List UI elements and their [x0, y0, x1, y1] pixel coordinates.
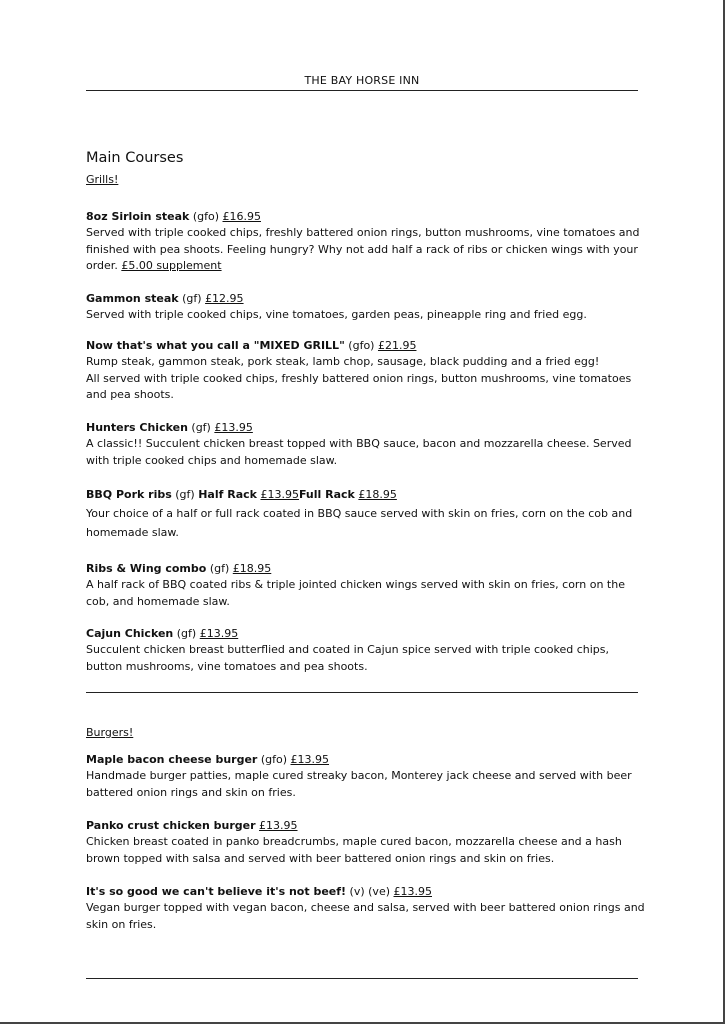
item-tag: (gf) [182, 292, 202, 305]
item-description: Served with triple cooked chips, freshly battered onion rings, button mushrooms, vine tomatoes and finished with pea shoots. Feeling hungry? Why not add half a rack of ribs or chicken wings with your order. [86, 226, 640, 273]
header-divider [86, 90, 638, 91]
item-name: Gammon steak [86, 292, 179, 305]
menu-item-maple-bacon-burger [86, 752, 646, 801]
item-price: £13.95 [214, 421, 253, 434]
item-tag: (gf) [175, 488, 195, 501]
item-tag: (gf) [191, 421, 211, 434]
half-rack-price: £13.95 [260, 488, 299, 501]
item-price: £13.95 [199, 627, 239, 640]
footer-divider [86, 978, 638, 979]
item-price: £13.95 [290, 753, 330, 766]
burgers-subheading: Burgers! [86, 726, 134, 739]
item-price: £16.95 [222, 210, 261, 223]
item-tag: (v) (ve) [349, 885, 390, 898]
item-description-extra: All served with triple cooked chips, freshly battered onion rings, button mushrooms, vine tomatoes and pea shoots. [86, 371, 632, 402]
item-price: £13.95 [259, 819, 298, 832]
menu-item-mixed-grill [86, 338, 646, 404]
item-name: BBQ Pork ribs [86, 488, 172, 501]
item-tag: (gfo) [260, 753, 288, 766]
item-description: Served with triple cooked chips, vine tomatoes, garden peas, pineapple ring and fried egg. [86, 308, 587, 322]
page-header: THE BAY HORSE INN [304, 74, 420, 87]
item-description: Rump steak, gammon steak, pork steak, lamb chop, sausage, black pudding and a fried egg! [86, 355, 600, 369]
menu-item-cajun-chicken [86, 626, 646, 675]
item-name: 8oz Sirloin steak [86, 210, 190, 223]
item-supplement: £5.00 supplement [121, 259, 222, 273]
menu-item-bbq-pork-ribs [86, 485, 646, 542]
item-tag: (gf) [209, 562, 230, 575]
menu-item-sirloin-steak [86, 209, 646, 275]
item-description: Vegan burger topped with vegan bacon, cheese and salsa, served with beer battered onion rings and skin on fries. [86, 901, 645, 931]
item-price: £21.95 [377, 339, 417, 352]
item-description: Succulent chicken breast butterflied and coated in Cajun spice served with triple cooked chips, button mushrooms, vine tomatoes and pea shoots. [86, 643, 609, 673]
item-tag: (gfo) [348, 339, 375, 352]
full-rack-price: £18.95 [358, 488, 397, 501]
section-divider [86, 692, 638, 693]
grills-subheading: Grills! [86, 173, 119, 186]
item-tag: (gfo) [192, 210, 219, 223]
item-price: £12.95 [205, 292, 244, 305]
item-description: Handmade burger patties, maple cured streaky bacon, Monterey jack cheese and served with beer battered onion rings and skin on fries. [86, 769, 632, 799]
item-tag: (gf) [176, 627, 197, 640]
full-rack-label: Full Rack [298, 488, 355, 501]
item-description: A half rack of BBQ coated ribs & triple jointed chicken wings served with skin on fries, corn on the cob, and homemade slaw. [86, 578, 625, 608]
item-description: Your choice of a half or full rack coated in BBQ sauce served with skin on fries, corn on the cob and homemade slaw. [86, 507, 633, 539]
menu-item-vegan-burger [86, 884, 646, 933]
item-name: It's so good we can't believe it's not beef! [86, 885, 347, 898]
item-name: Panko crust chicken burger [86, 819, 256, 832]
item-description: Chicken breast coated in panko breadcrumbs, maple cured bacon, mozzarella cheese and a hash brown topped with salsa and served with beer battered onion rings and skin on fries. [86, 835, 622, 865]
menu-item-panko-chicken-burger [86, 818, 646, 867]
menu-item-gammon-steak [86, 291, 646, 324]
item-price: £13.95 [393, 885, 432, 898]
item-description: A classic!! Succulent chicken breast topped with BBQ sauce, bacon and mozzarella cheese. Served with triple cooked chips and homemade slaw. [86, 437, 632, 467]
section-heading: Main Courses [86, 150, 184, 166]
half-rack-label: Half Rack [198, 488, 257, 501]
item-name: Maple bacon cheese burger [86, 753, 258, 766]
item-name: Hunters Chicken [86, 421, 188, 434]
menu-item-ribs-wing-combo [86, 561, 646, 610]
item-name: Ribs & Wing combo [86, 562, 207, 575]
item-name: Now that's what you call a "MIXED GRILL" [86, 339, 345, 352]
item-name: Cajun Chicken [86, 627, 174, 640]
item-price: £18.95 [232, 562, 272, 575]
menu-item-hunters-chicken [86, 420, 646, 469]
